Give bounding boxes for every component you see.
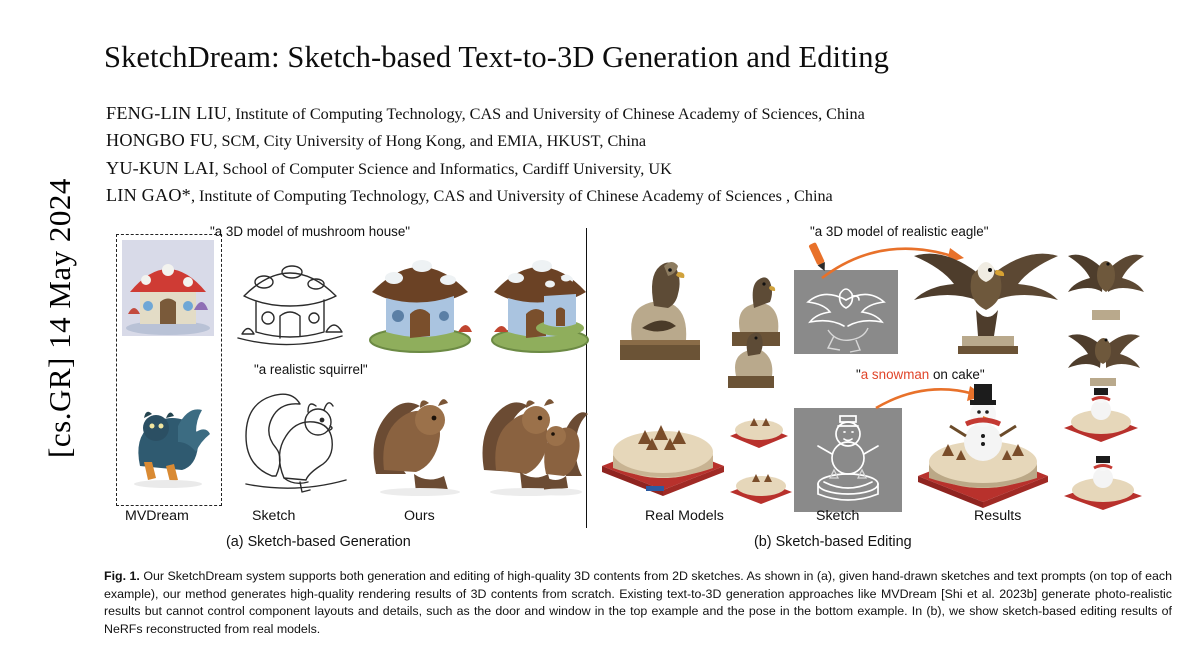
result-snowman-cake-large <box>908 380 1058 512</box>
ours-mushroom-house-render-1 <box>362 240 478 356</box>
mvdream-squirrel-image <box>122 370 214 488</box>
figure-caption <box>104 568 1172 638</box>
result-snowman-cake-view-2 <box>1058 384 1144 450</box>
panel-label-a: (a) Sketch-based Generation <box>226 534 411 550</box>
paper-page <box>86 0 1200 648</box>
author-line <box>106 100 1166 127</box>
column-label-real-models: Real Models <box>645 508 724 524</box>
author-name: YU-KUN LAI <box>106 157 215 178</box>
arxiv-stamp-text: [cs.GR] 14 May 2024 <box>42 178 77 458</box>
author-affiliation: , Institute of Computing Technology, CAS and University of Chinese Academy of Sciences, China <box>227 105 865 123</box>
result-snowman-cake-view-3 <box>1058 452 1148 518</box>
sketch-squirrel-image <box>238 380 354 498</box>
prompt-snowman-prefix: " <box>856 367 861 382</box>
author-line <box>106 127 1166 154</box>
column-label-results: Results <box>974 508 1022 524</box>
sketch-snowman-box <box>794 408 902 512</box>
column-label-mvdream: MVDream <box>125 508 189 524</box>
real-model-cake-view-3 <box>726 458 796 514</box>
ours-mushroom-house-render-3 <box>534 256 586 342</box>
result-eagle-view-3 <box>1062 318 1148 394</box>
author-name: FENG-LIN LIU <box>106 103 228 123</box>
real-model-eagle-image <box>602 236 718 366</box>
author-name: LIN GAO* <box>106 185 191 206</box>
author-list <box>106 100 1166 210</box>
prompt-snowman-suffix: on cake" <box>929 367 985 382</box>
prompt-snowman-highlight: a snowman <box>860 367 930 382</box>
sketch-mushroom-house-image <box>230 246 350 356</box>
author-name: HONGBO FU <box>106 130 214 151</box>
result-eagle-view-2 <box>1062 236 1148 328</box>
prompt-eagle: "a 3D model of realistic eagle" <box>810 224 989 239</box>
prompt-squirrel: "a realistic squirrel" <box>254 362 368 377</box>
page-title: SketchDream: Sketch-based Text-to-3D Generation and Editing <box>104 40 889 74</box>
column-label-sketch-right: Sketch <box>816 508 860 524</box>
real-model-cake-view-2 <box>726 402 792 458</box>
arxiv-stamp <box>0 0 86 648</box>
column-label-ours: Ours <box>404 508 435 524</box>
mvdream-mushroom-house-image <box>122 240 214 336</box>
figure-caption-text: Our SketchDream system supports both generation and editing of high-quality 3D contents from 2D sketches. As shown in (a), given hand-drawn sketches and text prompts (on top of each example), our method generates high-quality rendering results of 3D contents from scratch. Existing text-to-3D generation approaches like MVDream [Shi et al. 2023b] generate photo-realistic results but cannot control component layouts and details, such as the door and window in the top example and the pose in the bottom example. In (b), we show sketch-based editing results of NeRFs reconstructed from real models. <box>104 569 1172 636</box>
panel-label-b: (b) Sketch-based Editing <box>754 534 912 550</box>
prompt-snowman <box>856 367 985 382</box>
prompt-mushroom: "a 3D model of mushroom house" <box>210 224 411 239</box>
figure-caption-label: Fig. 1. <box>104 569 140 583</box>
ours-squirrel-render-1 <box>364 374 474 496</box>
author-line <box>106 155 1166 182</box>
column-label-sketch-left: Sketch <box>252 508 296 524</box>
ours-squirrel-render-3 <box>532 382 590 496</box>
teaser-figure <box>100 222 1186 550</box>
real-model-eagle-view-3 <box>718 318 784 394</box>
real-model-cake-image <box>594 390 732 502</box>
author-affiliation: , SCM, City University of Hong Kong, and EMIA, HKUST, China <box>213 132 647 151</box>
author-affiliation: , Institute of Computing Technology, CAS and University of Chinese Academy of Sciences , China <box>190 187 833 206</box>
author-line <box>106 182 1166 209</box>
author-affiliation: , School of Computer Science and Informatics, Cardiff University, UK <box>214 159 672 178</box>
result-eagle-large <box>906 232 1066 358</box>
